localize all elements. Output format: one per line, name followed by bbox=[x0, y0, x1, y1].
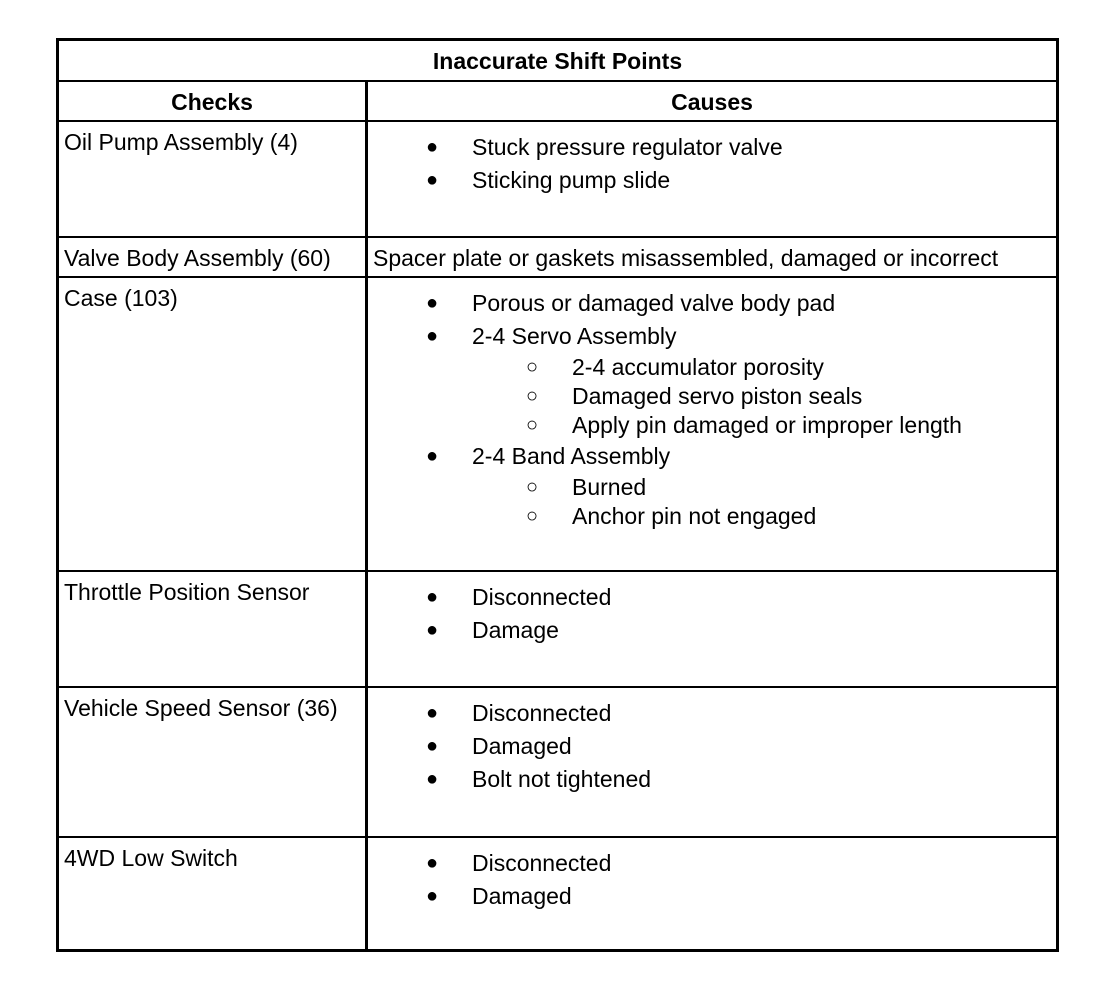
shift-points-table bbox=[56, 38, 1059, 952]
sub-cause-text: Apply pin damaged or improper length bbox=[572, 412, 962, 438]
check-label: Case (103) bbox=[64, 285, 178, 311]
bullet-icon: ● bbox=[425, 768, 439, 790]
sub-cause-text: Damaged servo piston seals bbox=[572, 383, 863, 409]
check-cell bbox=[59, 688, 368, 836]
cause-text: Stuck pressure regulator valve bbox=[472, 134, 783, 160]
causes-cell bbox=[368, 278, 1056, 570]
check-cell bbox=[59, 238, 368, 276]
check-label: Valve Body Assembly (60) bbox=[64, 245, 331, 271]
causes-cell bbox=[368, 838, 1056, 949]
sub-cause-text: Burned bbox=[572, 474, 647, 500]
causes-cell bbox=[368, 688, 1056, 836]
circle-bullet-icon: ○ bbox=[525, 505, 539, 527]
bullet-icon: ● bbox=[425, 586, 439, 608]
table-title: Inaccurate Shift Points bbox=[432, 48, 683, 74]
circle-bullet-icon: ○ bbox=[525, 356, 539, 378]
bullet-icon: ● bbox=[425, 169, 439, 191]
causes-cell bbox=[368, 122, 1056, 236]
circle-bullet-icon: ○ bbox=[525, 385, 539, 407]
causes-cell bbox=[368, 238, 1056, 276]
bullet-icon: ● bbox=[425, 445, 439, 467]
table-row bbox=[59, 572, 1056, 688]
cause-text: Damaged bbox=[472, 733, 572, 759]
header-causes: Causes bbox=[671, 89, 753, 115]
cause-text: 2-4 Band Assembly bbox=[472, 443, 671, 469]
bullet-icon: ● bbox=[425, 885, 439, 907]
bullet-icon: ● bbox=[425, 325, 439, 347]
table-row bbox=[59, 238, 1056, 278]
header-cell-checks bbox=[59, 82, 368, 120]
check-label: Vehicle Speed Sensor (36) bbox=[64, 695, 338, 721]
circle-bullet-icon: ○ bbox=[525, 414, 539, 436]
cause-text: Damage bbox=[472, 617, 559, 643]
cause-text: Spacer plate or gaskets misassembled, damaged or incorrect bbox=[373, 245, 999, 271]
check-cell bbox=[59, 838, 368, 949]
table-row bbox=[59, 278, 1056, 572]
bullet-icon: ● bbox=[425, 852, 439, 874]
bullet-icon: ● bbox=[425, 702, 439, 724]
bullet-icon: ● bbox=[425, 292, 439, 314]
cause-text: Damaged bbox=[472, 883, 572, 909]
sub-cause-text: Anchor pin not engaged bbox=[572, 503, 817, 529]
table-row bbox=[59, 688, 1056, 838]
cause-text: Porous or damaged valve body pad bbox=[472, 290, 836, 316]
check-cell bbox=[59, 278, 368, 570]
table-header-row bbox=[59, 82, 1056, 122]
table-row bbox=[59, 122, 1056, 238]
header-checks: Checks bbox=[171, 89, 253, 115]
table-row bbox=[59, 838, 1056, 949]
check-cell bbox=[59, 572, 368, 686]
bullet-icon: ● bbox=[425, 619, 439, 641]
table-title-row bbox=[59, 41, 1056, 82]
header-cell-causes bbox=[368, 82, 1056, 120]
check-label: 4WD Low Switch bbox=[64, 845, 238, 871]
cause-text: Bolt not tightened bbox=[472, 766, 652, 792]
check-label: Oil Pump Assembly (4) bbox=[64, 129, 298, 155]
sub-cause-text: 2-4 accumulator porosity bbox=[572, 354, 824, 380]
bullet-icon: ● bbox=[425, 136, 439, 158]
causes-cell bbox=[368, 572, 1056, 686]
cause-text: Disconnected bbox=[472, 700, 612, 726]
cause-text: Disconnected bbox=[472, 850, 612, 876]
bullet-icon: ● bbox=[425, 735, 439, 757]
check-cell bbox=[59, 122, 368, 236]
cause-text: Disconnected bbox=[472, 584, 612, 610]
circle-bullet-icon: ○ bbox=[525, 476, 539, 498]
cause-text: Sticking pump slide bbox=[472, 167, 671, 193]
check-label: Throttle Position Sensor bbox=[64, 579, 310, 605]
cause-text: 2-4 Servo Assembly bbox=[472, 323, 677, 349]
